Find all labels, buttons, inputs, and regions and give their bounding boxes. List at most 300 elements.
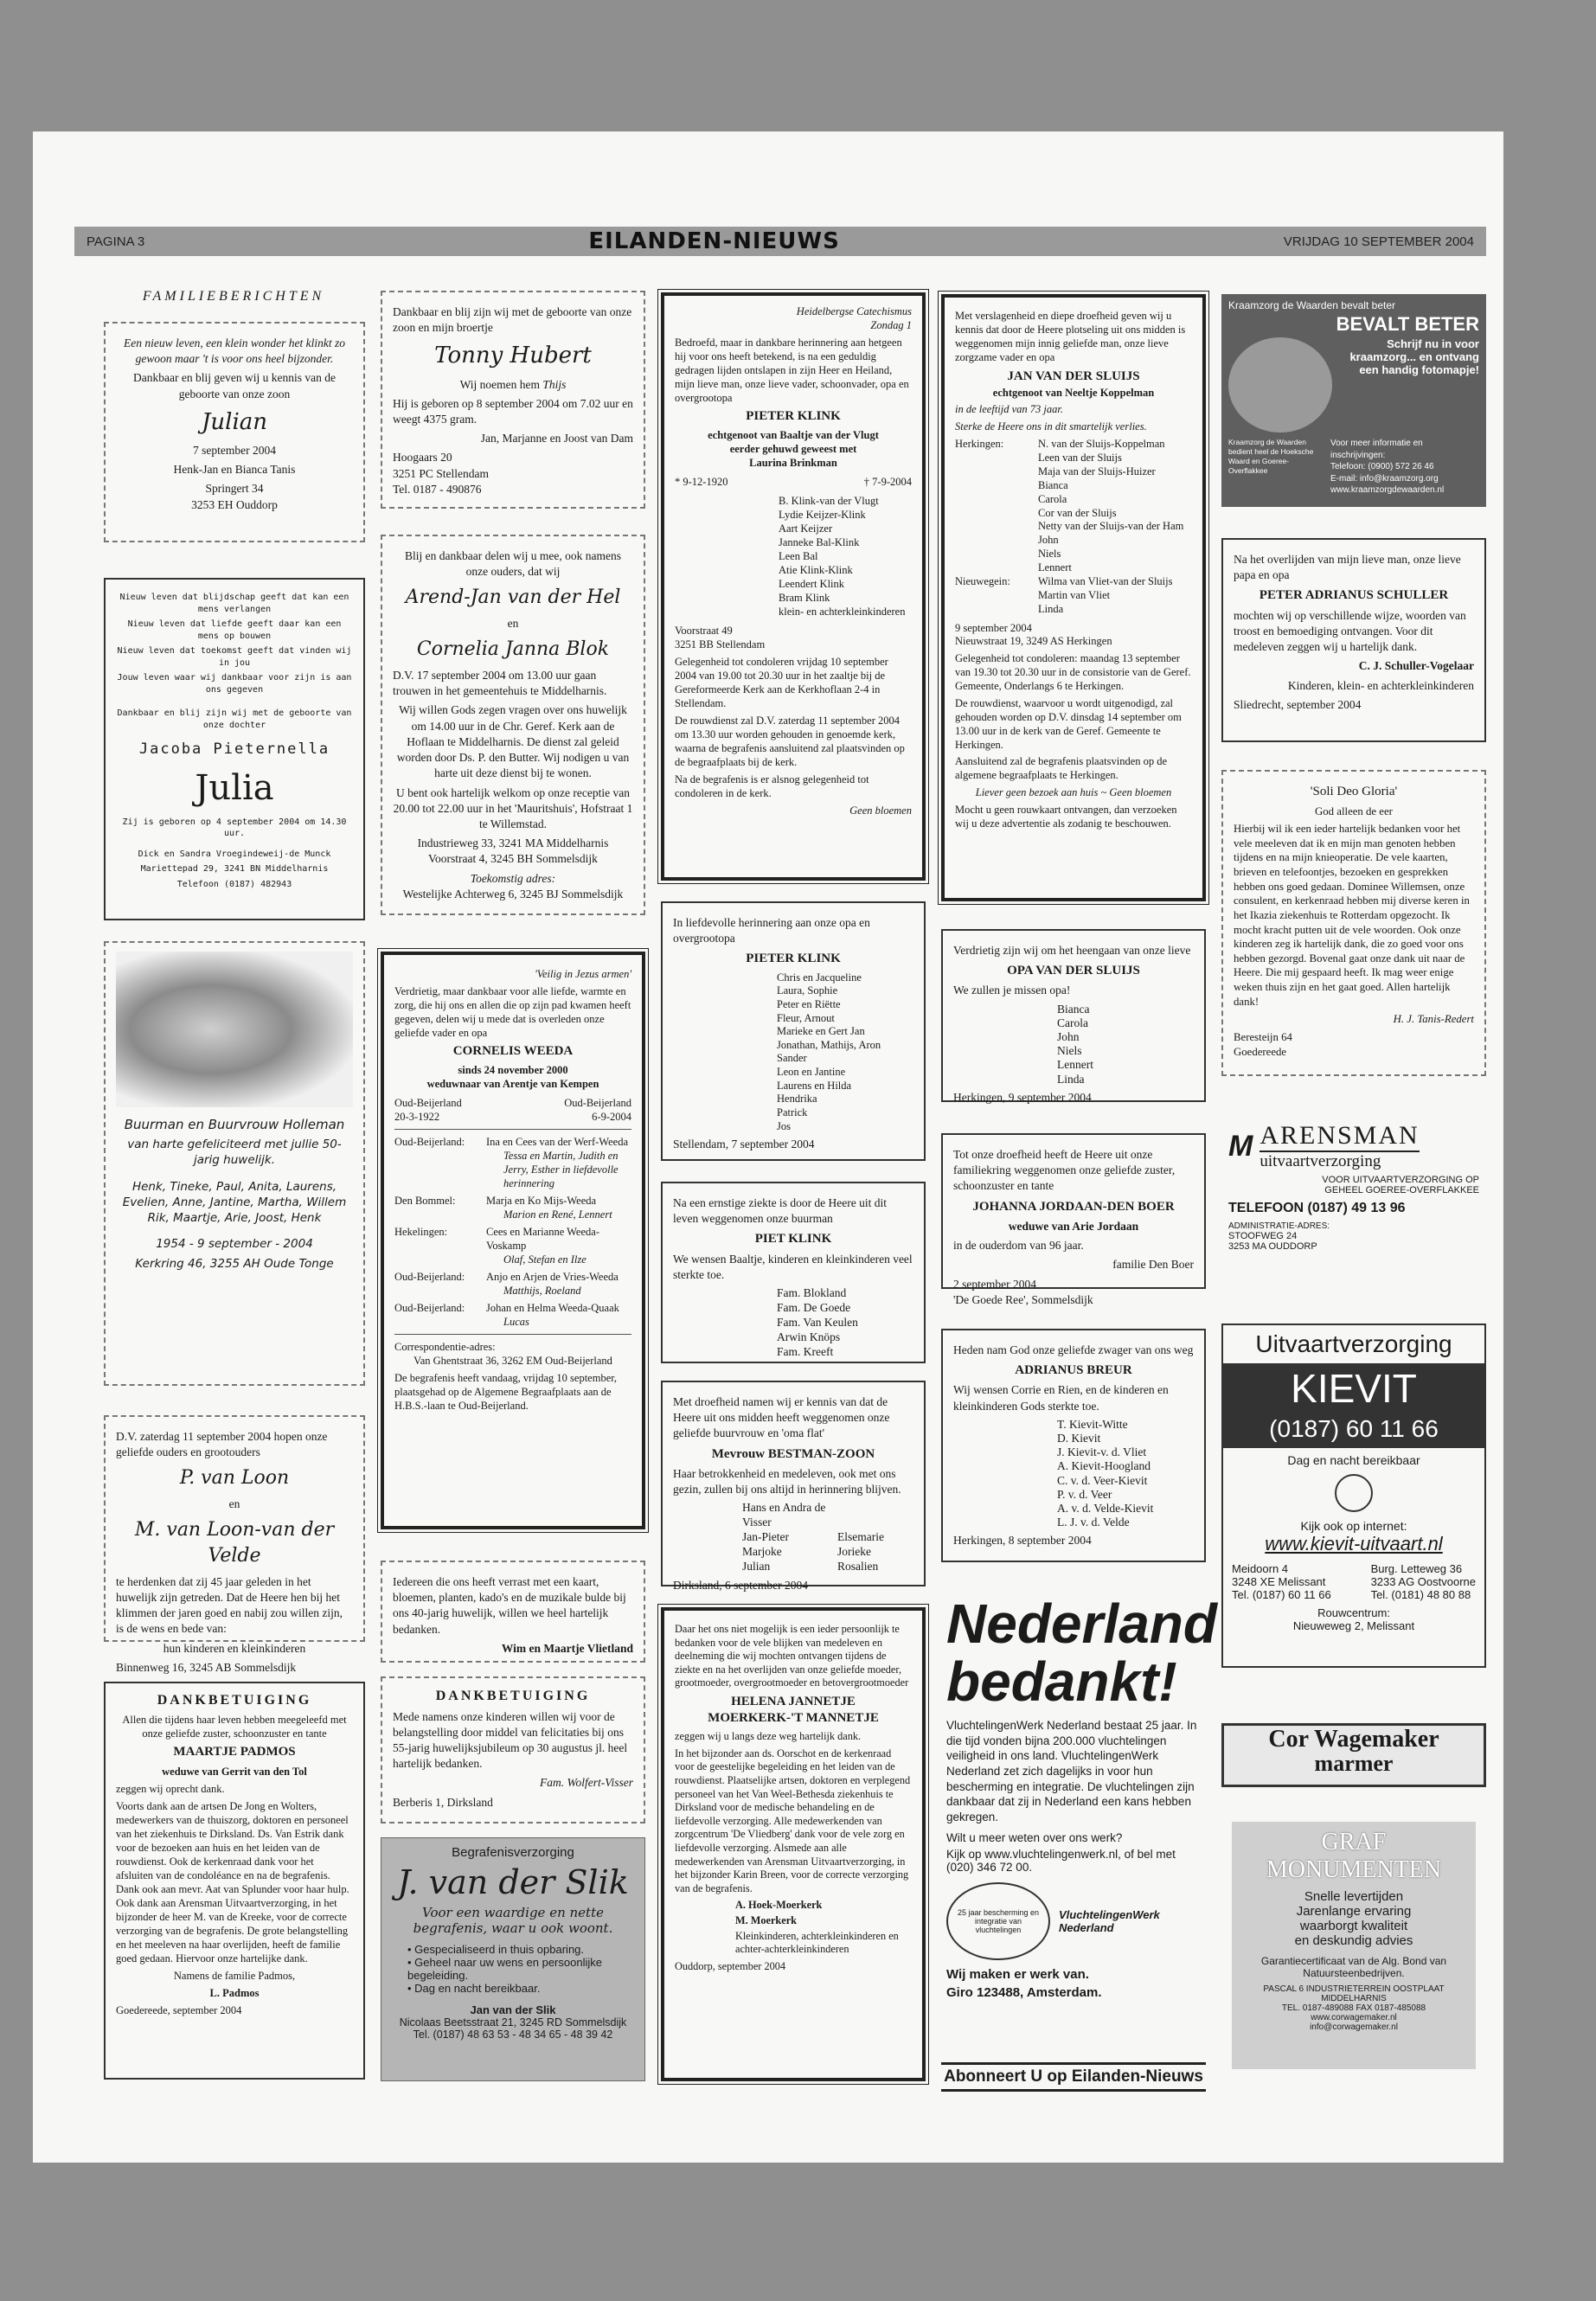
address: Nicolaas Beetsstraat 21, 3245 RD Sommelsdijk [399,2016,627,2029]
top: Begrafenisverzorging [452,1845,574,1860]
text: D.V. 17 september 2004 om 13.00 uur gaan trouwen in het gemeentehuis te Middelharnis. [393,669,607,698]
body: Voorts dank aan de artsen De Jong en Wolters, medewerkers van de thuiszorg, doktoren en personeel van het ziekenhuis te Dirksland. Ds. Van Estrik dank voor de bezoeken aan huis en het leiden van de rouwdienst. Ook de kerkenraad dank voor het afsluiten van de condoléance en na de begrafenis. Dank ook aan mevr. Aat van Splunder voor haar hulp. Ook dank aan Arensman Uitvaartverzorging, in het bijzonder de heer M. van de Kreeke, voor de correcte verzorging van de begrafenis. De grote belangstelling en het meeleven na haar overlijden, heeft de familie goed gedaan. Hiervoor onze hartelijke dank. [116,1799,349,1965]
place: Dirksland, 6 september 2004 [673,1578,808,1592]
born: * 9-12-1920 [675,476,728,489]
signature: hun kinderen en kleinkinderen [163,1641,306,1655]
list-item: Jonathan, Mathijs, Aron [777,1038,881,1051]
family-list [673,1501,913,1574]
intro: Dankbaar en blij zijn wij met de geboorte van onze dochter [117,708,352,730]
web[interactable]: www.kievit-uitvaart.nl [1265,1533,1443,1554]
thanks-moerkerk [661,1607,926,2081]
list-item: Fam. Kreeft [777,1344,834,1358]
center: Nieuweweg 2, Melissant [1292,1619,1415,1632]
obituary-breur [941,1329,1206,1562]
page-number: PAGINA 3 [87,234,145,249]
name: JOHANNA JORDAAN-DEN BOER [972,1199,1175,1214]
obituary-bestman [661,1381,926,1592]
list-item: Aart Keijzer [779,522,833,535]
place: 'De Goede Ree', Sommelsdijk [953,1292,1093,1306]
list-item: Hans en Andra de Visser [742,1501,826,1529]
admin: ADMINISTRATIE-ADRES: [1228,1221,1330,1231]
sign-2: L. Padmos [209,1986,260,1999]
name-1: Arend-Jan van der Hel [405,586,621,609]
text: D.V. zaterdag 11 september 2004 hopen onze geliefde ouders en grootouders [116,1430,328,1459]
family-list [673,971,913,1134]
date: 9 september 2004 [955,621,1032,634]
sub-2: eerder gehuwd geweest met [729,443,857,456]
owner: Jan van der Slik [470,2003,556,2016]
intro: Tot onze droefheid heeft de Heere uit onze familiekring weggenomen onze geliefde zuster, schoonzuster en tante [953,1148,1176,1193]
family-row: Leen van der Sluijs [1038,452,1122,465]
text-2: De rouwdienst zal D.V. zaterdag 11 september 2004 om 13.30 uur worden gehouden in genoemde kerk, waarna de begrafenis aansluitend zal plaatsvinden op de begraafplaats bij de kerk. [675,715,905,769]
left-text: Kraamzorg de Waarden bedient heel de Hoeksche Waard en Goeree-Overflakkee [1228,438,1314,476]
text-3: Aansluitend zal de begrafenis plaatsvinden op de algemene begraafplaats te Herkingen. [955,755,1168,782]
intro: In liefdevolle herinnering aan onze opa en overgrootopa [673,916,870,945]
address: Binnenweg 16, 3245 AB Sommelsdijk [116,1660,297,1674]
anniversary-van-loon [104,1415,365,1674]
text: Hij is geboren op 8 september 2004 om 7.02 uur en weegt 4375 gram. [393,396,633,426]
bullet-3: • Dag en nacht bereikbaar. [407,1982,541,1995]
name: JAN VAN DER SLUIJS [1007,369,1140,383]
text-3: U bent ook hartelijk welkom op onze receptie van 20.00 tot 22.00 uur in het 'Mauritshuis', Hofstraat 1 te Willemstad. [393,785,633,830]
list-item: P. v. d. Veer [1057,1487,1112,1501]
ad-van-der-slik [381,1837,645,2081]
list-item: L. J. v. d. Velde [1057,1516,1130,1529]
list-item: klein- en achterkleinkinderen [779,606,906,619]
list-item: Arwin Knöps [777,1330,841,1343]
intro: Met verslagenheid en diepe droefheid geven wij u kennis dat door de Heere plotseling uit ons midden is weggenomen mijn innig geliefde man, onze lieve zorgzame vader en opa [955,310,1186,363]
sign-1: A. Hoek-Moerkerk [735,1899,823,1912]
ad-kraamzorg [1221,294,1486,507]
birth-place: Oud-Beijerland [394,1097,462,1110]
family-list [955,438,1192,616]
slogan: Voor een waardige en nette begrafenis, waar u ook woont. [413,1905,613,1936]
list-item: Sander [777,1052,807,1065]
title: DANKBETUIGING [157,1693,312,1708]
baby-name: Tonny Hubert [434,343,592,369]
ad-kievit [1221,1324,1486,1668]
line-3: waarborgt kwaliteit [1299,1919,1408,1933]
baby-name: Julia [195,767,274,808]
ad-nederland-bedankt [941,1592,1217,2052]
family-row: Oud-Beijerland: Anjo en Arjen de Vries-Weeda Matthijs, Roeland [394,1271,619,1298]
intro: Dankbaar en blij geven wij u kennis van de geboorte van onze zoon [133,371,336,401]
family-row: Martin van Vliet [1038,588,1111,601]
signature: Geen bloemen [849,804,912,817]
name: PIETER KLINK [746,952,841,966]
name-2: marmer [1314,1751,1394,1776]
phone: TEL. 0187-489088 FAX 0187-485088 [1281,2003,1426,2013]
cta: Schrijf nu in voor kraamzorg... en ontvang een handig fotomapje! [1349,337,1479,376]
motto: Sterke de Heere ons in dit smartelijk verlies. [955,420,1147,433]
en: en [507,617,519,631]
list-item: Patrick [777,1106,808,1118]
name: Mevrouw BESTMAN-ZOON [711,1446,875,1461]
info: Voor meer informatie en inschrijvingen: [1330,439,1423,460]
name-1: P. van Loon [179,1467,290,1490]
text-2: Wij willen Gods zegen vragen over ons huwelijk om 14.00 uur in de Chr. Geref. Kerk aan de Hoflaan te Middelharnis. De dienst zal geleid worden door Ds. P. den Butter. Wij nodigen u van harte uit deze dienst bij te wonen. [396,703,630,780]
list-item: Atie Klink-Klink [779,564,853,577]
name-1: HELENA JANNETJE [731,1695,856,1709]
list-item: Bianca [1057,1002,1090,1016]
sign-3: Kleinkinderen, achterkleinkinderen en achter-achterkleinkinderen [735,1929,899,1956]
age: in de ouderdom van 96 jaar. [953,1239,1084,1253]
family-row: John [1038,534,1059,547]
right-1: Burg. Letteweg 36 [1370,1562,1463,1575]
logo-line-2: Nederland [1059,1921,1114,1935]
intro: Na het overlijden van mijn lieve man, onze lieve papa en opa [1234,553,1461,582]
issue-date: VRIJDAG 10 SEPTEMBER 2004 [1283,234,1474,249]
tag-1: VOOR UITVAARTVERZORGING OP [1322,1175,1479,1185]
left-2: 3248 XE Melissant [1232,1575,1326,1588]
en: en [228,1497,240,1511]
corr-label: Correspondentie-adres: [394,1341,496,1354]
obituary-klink-neighbours [661,1182,926,1363]
list-item: Marjoke Jorieke [742,1544,871,1558]
name-1: Cor Wagemaker [1268,1726,1439,1753]
email: info@corwagemaker.nl [1310,2022,1398,2032]
parents: Dick en Sandra Vroegindeweij-de Munck [138,849,331,859]
family-row: Den Bommel: Marja en Ko Mijs-Weeda Marion en René, Lennert [394,1195,612,1221]
birth-date: 20-3-1922 [394,1111,440,1124]
heading: Heidelbergse Catechismus [796,305,912,317]
family-list [953,1418,1194,1530]
intro: Blij en dankbaar delen wij u mee, ook namens onze ouders, dat wij [404,549,622,579]
family-row: Hekelingen: Cees en Marianne Weeda-Voskamp Olaf, Stefan en Ilze [394,1226,599,1266]
text: mochten wij op verschillende wijze, woorden van troost en bemoediging ontvangen. Voor dit medeleven zeggen wij u hartelijk dank. [1234,608,1466,654]
future-label: Toekomstig adres: [470,871,556,885]
text-1: Gelegenheid tot condoleren vrijdag 10 september 2004 van 19.00 tot 20.30 uur in het zaaltje bij de Gereformeerde Kerk aan de Kerkhoflaan 2-4 in Stellendam. [675,656,888,710]
family-row: Maja van der Sluijs-Huizer [1038,465,1156,478]
family-row: Herkingen: N. van der Sluijs-Koppelman [955,438,1165,451]
web: www.corwagemaker.nl [1311,2013,1397,2022]
intro: Dankbaar en blij zijn wij met de geboorte van onze zoon en mijn broertje [393,305,632,335]
address: Industrieweg 33, 3241 MA Middelharnis Voorstraat 4, 3245 BH Sommelsdijk [417,836,609,866]
family-row: Oud-Beijerland: Johan en Helma Weeda-Quaak Lucas [394,1302,619,1329]
title-2: bedankt! [946,1650,1177,1714]
signature: C. J. Schuller-Vogelaar [1358,659,1474,673]
death-date: 6-9-2004 [592,1111,631,1124]
wedding-announcement [381,535,645,915]
family-row: Nieuwegein: Wilma van Vliet-van der Sluijs [955,574,1173,587]
born: Zij is geboren op 4 september 2004 om 14.30 uur. [122,817,347,839]
list-item: Leendert Klink [779,578,845,591]
died: † 7-9-2004 [863,476,912,489]
list-item: A. Kievit-Hoogland [1057,1459,1151,1473]
obituary-jordaan [941,1133,1206,1306]
obituary-pieter-klink [661,292,926,881]
family-list [394,1135,631,1329]
list-item: Chris en Jacqueline [777,971,862,984]
bullet-1: • Gespecialiseerd in thuis opbaring. [407,1943,585,1956]
line-2: Jarenlange ervaring [1296,1904,1412,1919]
phone: Tel. (0187) 48 63 53 - 48 34 65 - 48 39 42 [413,2029,613,2041]
parents: Jan, Marjanne en Joost van Dam [480,432,633,445]
contact: Kijk op www.vluchtelingenwerk.nl, of bel met (020) 346 72 00. [946,1848,1176,1875]
list-item: T. Kievit-Witte [1057,1417,1128,1431]
top: Kraamzorg de Waarden bevalt beter [1228,299,1395,311]
page-header [74,227,1486,256]
birth-announcement-julian [104,322,365,542]
obituary-opa-van-der-sluijs [941,929,1206,1102]
logo-icon: M [1228,1129,1253,1163]
age: in de leeftijd van 73 jaar. [955,403,1063,416]
list-item: John [1057,1030,1080,1044]
list-item: Jan-Pieter Elsemarie [742,1530,884,1544]
place: Sliedrecht, september 2004 [1234,697,1362,711]
text: We wensen Baaltje, kinderen en kleinkinderen veel sterkte toe. [673,1252,913,1281]
baby-photo [1228,337,1332,433]
family-row: Lennert [1038,561,1072,574]
ad-arensman [1221,1116,1486,1280]
text: Haar betrokkenheid en medeleven, ook met ons gezin, zullen bij ons altijd in herinnering blijven. [673,1466,901,1497]
city: 3253 EH Ouddorp [191,497,278,511]
flowers: Liever geen bezoek aan huis ~ Geen bloemen [975,786,1172,799]
phone: Tel. 0187 - 490876 [393,482,482,496]
thanks-soli-deo-gloria [1221,770,1486,1076]
line: zeggen wij u langs deze weg hartelijk dank. [675,1730,862,1743]
street: Voorstraat 49 [675,625,733,638]
place: Berberis 1, Dirksland [393,1795,493,1809]
place: Herkingen, 8 september 2004 [953,1534,1092,1548]
thanks-schuller [1221,538,1486,742]
sub-1: echtgenoot van Baaltje van der Vlugt [708,429,879,442]
sub: echtgenoot van Neeltje Koppelman [992,386,1155,399]
text-4: Mocht u geen rouwkaart ontvangen, dan verzoeken wij u deze advertentie als zodanig te beschouwen. [955,804,1177,830]
text-2: te herdenken dat zij 45 jaar geleden in het huwelijk zijn getreden. Dat de Heere hen bij het klimmen der jaren goed en nabij zou willen zijn, is de wens en bede van: [116,1574,343,1636]
top: Uitvaartverzorging [1255,1330,1452,1357]
date: 2 september 2004 [953,1277,1036,1291]
text: van harte gefeliciteerd met jullie 50-jarig huwelijk. [127,1138,342,1168]
burial: De begrafenis heeft vandaag, vrijdag 10 september, plaatsgehad op de Algemene Begraafplaats aan de H.B.S.-laan te Oud-Beijerland. [394,1372,618,1413]
obituary-van-der-sluijs [941,294,1206,901]
left-3: Tel. (0187) 60 11 66 [1232,1588,1331,1601]
thanks-vlietland [381,1561,645,1663]
certificate: Garantiecertificaat van de Alg. Bond van Natuursteenbedrijven. [1260,1955,1447,1979]
list-item: Laura, Sophie [777,984,838,997]
intro: Verdrietig, maar dankbaar voor alle liefde, warmte en zorg, die hij ons en allen die op zijn pad kwamen heeft gegeven, delen wij u mede dat is overleden onze geliefde vader en opa [394,985,631,1039]
list-item: Julian Rosalien [742,1559,879,1573]
emblem-icon [1335,1474,1373,1512]
list-item: Fam. Blokland [777,1286,847,1300]
family-list [675,494,912,619]
section-title: FAMILIEBERICHTEN [142,289,325,304]
heading-2: Zondag 1 [870,319,912,331]
phone: (0187) 60 11 66 [1223,1413,1484,1448]
name: MAARTJE PADMOS [173,1745,296,1759]
sub-3: Laurina Brinkman [749,457,837,470]
masthead: EILANDEN-NIEUWS [588,228,840,254]
line: zeggen wij oprecht dank. [116,1782,225,1795]
family-row: Bianca [1038,478,1068,491]
list-item: Janneke Bal-Klink [779,536,860,549]
name: PIETER KLINK [746,409,841,423]
line-4: en deskundig advies [1294,1933,1413,1948]
address: Beresteijn 64 [1234,1030,1292,1043]
city: Goedereede [1234,1045,1287,1058]
bullet-2: • Geheel naar uw wens en persoonlijke begeleiding. [407,1956,602,1982]
line: We zullen je missen opa! [953,984,1071,997]
text-1: Gelegenheid tot condoleren: maandag 13 september van 19.30 tot 20.30 uur in de consistorie van de Geref. Gemeente, Onderlangs 6 te Herkingen. [955,652,1191,693]
address: Mariettepad 29, 3241 BN Middelharnis [140,864,329,875]
list-item: Leen Bal [779,550,818,563]
text-2: De rouwdienst, waarvoor u wordt uitgenodigd, zal gehouden worden op D.V. dinsdag 14 september om 13.00 uur in de kerk van de Geref. Gemeente te Herkingen. [955,696,1182,751]
parents: Henk-Jan en Bianca Tanis [173,463,296,477]
giro: Giro 123488, Amsterdam. [946,1985,1102,2001]
title: DANKBETUIGING [435,1689,591,1703]
place: Ouddorp, september 2004 [675,1959,786,1972]
intro: Verdrietig zijn wij om het heengaan van onze lieve [953,944,1191,957]
text: Hierbij wil ik een ieder hartelijk bedanken voor het vele meeleven dat ik en mijn man genoten hebben tijdens en na mijn knieoperatie. De vele kaarten, brieven en telefoontjes, bezoeken en gesprekken hebben ons goed gedaan. Dominee Willemsen, onze consulent, en kerkenraad hebben mij diverse keren in het Ikazia ziekenhuis te Rotterdam opgezocht. Ik mocht kracht putten uit de vele woorden. Ook onze kinderen zeg ik hartelijk dank, die zo goed voor ons hebben gezorgd. Bovenal gaat onze dank uit naar de Heere. Die mij gespaard heeft. Ik mag weer enige weken thuis zijn en het gaat goed. Allen hartelijk dank! [1234,823,1470,1008]
name: KIEVIT [1223,1363,1484,1413]
poem-line-4: Jouw leven waar wij dankbaar voor zijn is aan ons gegeven [117,673,352,695]
since: sinds 24 november 2000 [458,1064,568,1077]
thanks-padmos [104,1682,365,2080]
intro: Met droefheid namen wij er kennis van dat de Heere uit ons midden heeft weggenomen onze geliefde buurvrouw en 'oma flat' [673,1395,890,1440]
name: CORNELIS WEEDA [452,1044,574,1058]
sign-1: Namens de familie Padmos, [173,1969,296,1982]
address: PASCAL 6 INDUSTRIETERREIN OOSTPLAAT MIDDELHARNIS [1263,1984,1445,2003]
street: Springert 34 [205,482,264,496]
list-item: Fleur, Arnout [777,1011,835,1024]
list-item: Marieke en Gert Jan [777,1025,865,1038]
intro: Na een ernstige ziekte is door de Heere uit dit leven weggenomen onze buurman [673,1196,888,1226]
call-label: Wij noemen hem [459,377,541,391]
phone: TELEFOON (0187) 49 13 96 [1228,1201,1406,1215]
signature: familie Den Boer [1112,1258,1194,1272]
web: www.kraamzorgdewaarden.nl [1330,485,1445,495]
list-item: C. v. d. Veer-Kievit [1057,1473,1148,1487]
intro: Heden nam God onze geliefde zwager van ons weg [953,1343,1194,1356]
center-label: Rouwcentrum: [1317,1606,1390,1619]
list-item: Lennert [1057,1058,1093,1072]
name: J. van der Slik [397,1863,629,1901]
ad-wagemaker-header [1221,1723,1486,1787]
name-2: M. van Loon-van der Velde [134,1519,335,1567]
phone: Telefoon (0187) 482943 [176,879,292,889]
dates: 1954 - 9 september - 2004 [156,1237,313,1252]
phone: Telefoon: (0900) 572 26 46 [1330,462,1434,471]
death-place: Oud-Beijerland [564,1097,631,1110]
title-1: GRAF [1321,1829,1387,1856]
sub: God alleen de eer [1315,804,1393,817]
street: Hoogaars 20 [393,451,452,465]
birth-date: 7 september 2004 [193,443,276,457]
title-1: Nederland [946,1593,1217,1655]
birth-announcement-julia [104,578,365,920]
list-item: Hendrika [777,1093,817,1106]
intro: Daar het ons niet mogelijk is een ieder persoonlijk te bedanken voor de vele blijken van medeleven en deelneming die wij mochten ontvangen tijdens de ziekte en na het overlijden van onze geliefde moeder, grootmoeder, overgrootmoeder en betovergrootmoeder [675,1623,909,1689]
left-1: Meidoorn 4 [1232,1562,1289,1575]
list-item: Bram Klink [779,592,830,605]
poem: Een nieuw leven, een klein wonder het klinkt zo gewoon maar 't is voor ons heel bijzonder. [123,336,346,366]
sub: weduwe van Gerrit van den Tol [162,1765,307,1778]
list-item: Laurens en Hilda [777,1079,852,1092]
obituary-klink-grandchildren [661,901,926,1161]
corr-address: Van Ghentstraat 36, 3262 EM Oud-Beijerland [413,1355,612,1368]
sub: weduwnaar van Arentje van Kempen [426,1078,599,1091]
call-name: Thijs [542,377,567,391]
text: Wij wensen Corrie en Rien, en de kinderen en kleinkinderen Gods sterkte toe. [953,1383,1169,1413]
poem-line-3: Nieuw leven dat toekomst geeft dat vinden wij in jou [117,646,352,668]
place: Herkingen, 9 september 2004 [953,1090,1092,1104]
text: Mede namens onze kinderen willen wij voor de belangstelling door middel van felicitaties bij ons 55-jarig huwelijksjubileum op 30 augustus jl. heel hartelijk bedanken. [393,1709,628,1771]
subscribe-banner[interactable]: Abonneert U op Eilanden-Nieuws [941,2062,1206,2092]
email: E-mail: info@kraamzorg.org [1330,473,1439,484]
name: ARENSMAN [1259,1121,1420,1150]
future-address: Westelijke Achterweg 6, 3245 BJ Sommelsdijk [402,887,624,901]
list-item: Carola [1057,1016,1088,1029]
title: 'Soli Deo Gloria' [1310,785,1398,798]
day: Dag en nacht bereikbaar [1287,1453,1420,1467]
street: STOOFWEG 24 [1228,1231,1298,1241]
list-item: Leon en Jantine [777,1066,846,1079]
signature: Fam. Wolfert-Visser [540,1776,633,1790]
family-list [953,1003,1194,1086]
family-row: Netty van der Sluijs-van der Ham [1038,520,1184,533]
right-2: 3233 AG Oostvoorne [1370,1575,1476,1588]
sub: uitvaartverzorging [1259,1150,1419,1171]
text: VluchtelingenWerk Nederland bestaat 25 jaar. In die tijd vonden bijna 200.000 vluchtelingen veiligheid in ons land. VluchtelingenWerk Nederland zet zich dagelijks in voor hun bescherming en integratie. De vluchtelingen zijn dankbaar dat zij in Nederland een kans hebben gekregen. [946,1719,1197,1823]
signature-2: Kinderen, klein- en achterkleinkinderen [1287,678,1474,692]
thanks-wolfert [381,1676,645,1823]
motto: 'Veilig in Jezus armen' [535,968,631,980]
sign-2: M. Moerkerk [735,1914,798,1927]
family-row: Linda [1038,602,1064,615]
line-1: Snelle levertijden [1304,1889,1404,1904]
anniversary-arc: 25 jaar bescherming en integratie van vluchtelingen [946,1882,1050,1960]
poem-line-1: Nieuw leven dat blijdschap geeft dat kan een mens verlangen [119,593,349,614]
list-item: Niels [1057,1044,1082,1058]
web-label: Kijk ook op internet: [1300,1519,1407,1533]
address: Nieuwstraat 19, 3249 AS Herkingen [955,635,1112,648]
family-row: Carola [1038,492,1067,505]
city: 3251 PC Stellendam [393,466,489,480]
list-item: Lydie Keijzer-Klink [779,509,866,522]
title-2: MONUMENTEN [1266,1856,1442,1883]
text-3: Na de begrafenis is er alsnog gelegenheid tot condoleren in de kerk. [675,773,869,800]
full-name: Jacoba Pieternella [138,740,330,758]
family-row: Cor van der Sluijs [1038,506,1117,519]
family-list [673,1286,913,1359]
body: In het bijzonder aan ds. Oorschot en de kerkenraad voor de geestelijke begeleiding en het leiden van de rouwdienst. Plaatselijke artsen, doktoren en verplegend personeel van het Van Weel-Bethesda ziekenhuis te Dirksland voor de medische behandeling en de liefdevolle verzorging. Alle medewerkenden van zorgcentrum 'De Vliedberg' dank voor de vele zorg en liefdevolle verzorging. Alsmede aan alle medewerkenden van Arensman Uitvaartverzorging, in het bijzonder Karin Breen, voor de correcte verzorging van de begrafenis. [675,1747,911,1894]
address: Kerkring 46, 3255 AH Oude Tonge [135,1256,334,1271]
list-item: Jos [777,1119,791,1132]
place: Goedereede, september 2004 [116,2003,242,2016]
big: BEVALT BETER [1336,313,1479,335]
list-item: Linda [1057,1072,1085,1086]
place: Stellendam, 7 september 2004 [673,1138,815,1151]
question: Wilt u meer weten over ons werk? [946,1831,1123,1845]
list-item: Peter en Riëtte [777,997,841,1010]
poem-line-2: Nieuw leven dat liefde geeft daar kan een mens op bouwen [127,619,342,641]
obituary-weeda [381,952,645,1529]
signature: Wim en Maartje Vlietland [501,1641,633,1655]
title: Buurman en Buurvrouw Holleman [124,1117,345,1132]
text: Iedereen die ons heeft verrast met een kaart, bloemen, planten, kado's en de muzikale bulde bij ons 40-jarig huwelijk, willen we heel hartelijk bedanken. [393,1575,626,1636]
city: 3251 BB Stellendam [675,638,766,651]
list-item: D. Kievit [1057,1432,1101,1445]
intro: Allen die tijdens haar leven hebben meegeleefd met onze geliefde zuster, schoonzuster en tante [122,1714,347,1740]
name: ADRIANUS BREUR [1015,1363,1132,1378]
couple-photo [116,952,353,1107]
baby-name: Julian [201,408,268,435]
family-row: Niels [1038,548,1061,561]
list-item: B. Klink-van der Vlugt [779,495,879,508]
list-item: J. Kievit-v. d. Vliet [1057,1445,1147,1459]
names: Henk, Tineke, Paul, Anita, Laurens, Evelien, Anne, Jantine, Martha, Willem Rik, Maartje, Arie, Joost, Henk [122,1179,347,1226]
name: PIET KLINK [754,1232,832,1247]
